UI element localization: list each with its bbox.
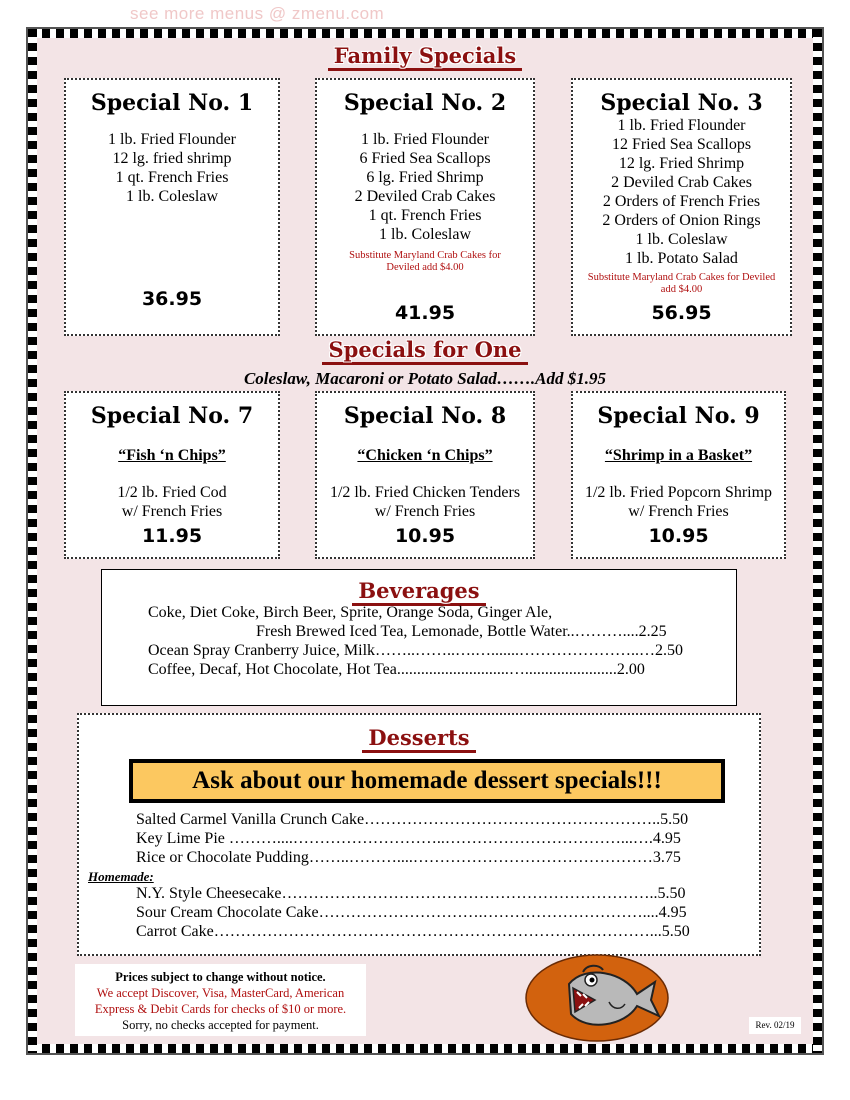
beverage-line: Coke, Diet Coke, Birch Beer, Sprite, Orange Soda, Ginger Ale, — [148, 604, 553, 621]
item-line: 1 qt. French Fries — [115, 169, 229, 186]
border-left — [28, 29, 37, 1053]
beverages-title: Beverages — [102, 578, 736, 603]
special-name: Special No. 8 — [343, 403, 507, 429]
special-card — [315, 391, 535, 559]
fish-logo — [525, 954, 669, 1042]
revision-label: Rev. 02/19 — [749, 1017, 801, 1034]
beverages-panel — [101, 569, 737, 706]
special-card — [64, 78, 280, 336]
beverage-line: Ocean Spray Cranberry Juice, Milk……..……..….….......…………………..…2.50 — [148, 642, 684, 659]
item-line: w/ French Fries — [374, 503, 476, 520]
special-items — [317, 130, 533, 244]
item-line: 12 lg. Fried Shrimp — [618, 155, 745, 172]
special-price: 10.95 — [648, 525, 709, 547]
item-line: 1 lb. Potato Salad — [625, 250, 738, 267]
special-card — [571, 391, 786, 559]
item-line: 1 lb. Fried Flounder — [108, 131, 236, 148]
special-price: 36.95 — [141, 288, 203, 310]
item-line: 1/2 lb. Fried Cod — [117, 484, 227, 501]
special-items — [573, 483, 784, 521]
beverage-line: Fresh Brewed Iced Tea, Lemonade, Bottle Water..………....2.25 — [256, 623, 667, 640]
border-right — [813, 29, 822, 1053]
special-price: 11.95 — [141, 525, 203, 547]
dish-name: “Shrimp in a Basket” — [604, 447, 753, 464]
special-card — [315, 78, 535, 336]
special-items — [66, 130, 278, 206]
special-items — [317, 483, 533, 521]
special-price: 41.95 — [394, 302, 456, 324]
special-price: 10.95 — [394, 525, 456, 547]
item-line: w/ French Fries — [121, 503, 223, 520]
item-line: 1/2 lb. Fried Popcorn Shrimp — [584, 484, 773, 501]
item-line: w/ French Fries — [628, 503, 729, 520]
special-card — [571, 78, 792, 336]
item-line: 1 lb. Coleslaw — [379, 226, 471, 243]
item-line: 2 Orders of Onion Rings — [602, 212, 761, 229]
special-price: 56.95 — [651, 302, 712, 324]
item-line: 1 lb. Coleslaw — [635, 231, 728, 248]
notice-line: Express & Debit Cards for checks of $10 or more. — [94, 1002, 347, 1016]
notice-line: Prices subject to change without notice. — [115, 970, 326, 984]
dessert-specials-banner: Ask about our homemade dessert specials!!! — [129, 759, 725, 803]
homemade-label: Homemade: — [88, 869, 154, 884]
item-line: 1 lb. Coleslaw — [126, 188, 218, 205]
item-line: 1 lb. Fried Flounder — [361, 131, 489, 148]
special-name: Special No. 3 — [600, 90, 763, 116]
special-items — [66, 483, 278, 521]
dessert-line: Key Lime Pie ………....………………………..……………………………...….4.95 — [136, 830, 681, 847]
special-name: Special No. 7 — [90, 403, 254, 429]
special-items — [573, 116, 790, 268]
notice-line: We accept Discover, Visa, MasterCard, American — [96, 986, 345, 1000]
dessert-line: Carrot Cake…………………………………………………………….…………...5.50 — [136, 923, 690, 940]
watermark: see more menus @ zmenu.com — [130, 4, 385, 23]
item-line: 2 Orders of French Fries — [602, 193, 761, 210]
item-line: 2 Deviled Crab Cakes — [354, 188, 496, 205]
notice-line: Sorry, no checks accepted for payment. — [122, 1018, 319, 1032]
payment-notice — [75, 964, 366, 1036]
special-name: Special No. 2 — [343, 90, 507, 116]
special-name: Special No. 9 — [597, 403, 760, 429]
dessert-line: Salted Carmel Vanilla Crunch Cake………………………………………………..5.50 — [136, 811, 689, 828]
item-line: 12 Fried Sea Scallops — [611, 136, 752, 153]
substitution-note: Substitute Maryland Crab Cakes for Deviled add $4.00 — [587, 272, 776, 295]
special-name: Special No. 1 — [90, 90, 254, 116]
side-salad-addon: Coleslaw, Macaroni or Potato Salad…….Add $1.95 — [243, 369, 607, 388]
family-specials-title: Family Specials — [0, 43, 850, 68]
substitution-note: Substitute Maryland Crab Cakes for Deviled add $4.00 — [349, 250, 501, 273]
dessert-line: Rice or Chocolate Pudding……..………....………………………………………3.75 — [136, 849, 681, 866]
beverage-line: Coffee, Decaf, Hot Chocolate, Hot Tea............................….......................2.00 — [148, 661, 645, 678]
dish-name: “Fish ‘n Chips” — [118, 447, 226, 464]
item-line: 6 lg. Fried Shrimp — [366, 169, 484, 186]
desserts-panel — [77, 713, 761, 956]
border-bottom — [28, 1044, 822, 1053]
dish-name: “Chicken ‘n Chips” — [357, 447, 493, 464]
item-line: 12 lg. fried shrimp — [112, 150, 232, 167]
specials-for-one-title: Specials for One — [0, 337, 850, 362]
desserts-title: Desserts — [79, 725, 759, 750]
border-top — [28, 29, 822, 38]
special-card — [64, 391, 280, 559]
item-line: 1 lb. Fried Flounder — [617, 117, 746, 134]
item-line: 2 Deviled Crab Cakes — [611, 174, 752, 191]
item-line: 6 Fried Sea Scallops — [359, 150, 491, 167]
item-line: 1/2 lb. Fried Chicken Tenders — [329, 484, 521, 501]
dessert-line: N.Y. Style Cheesecake……………………………………………………………..5.50 — [136, 885, 686, 902]
dessert-line: Sour Cream Chocolate Cake………………………….…………………………....4.95 — [136, 904, 687, 921]
item-line: 1 qt. French Fries — [368, 207, 482, 224]
